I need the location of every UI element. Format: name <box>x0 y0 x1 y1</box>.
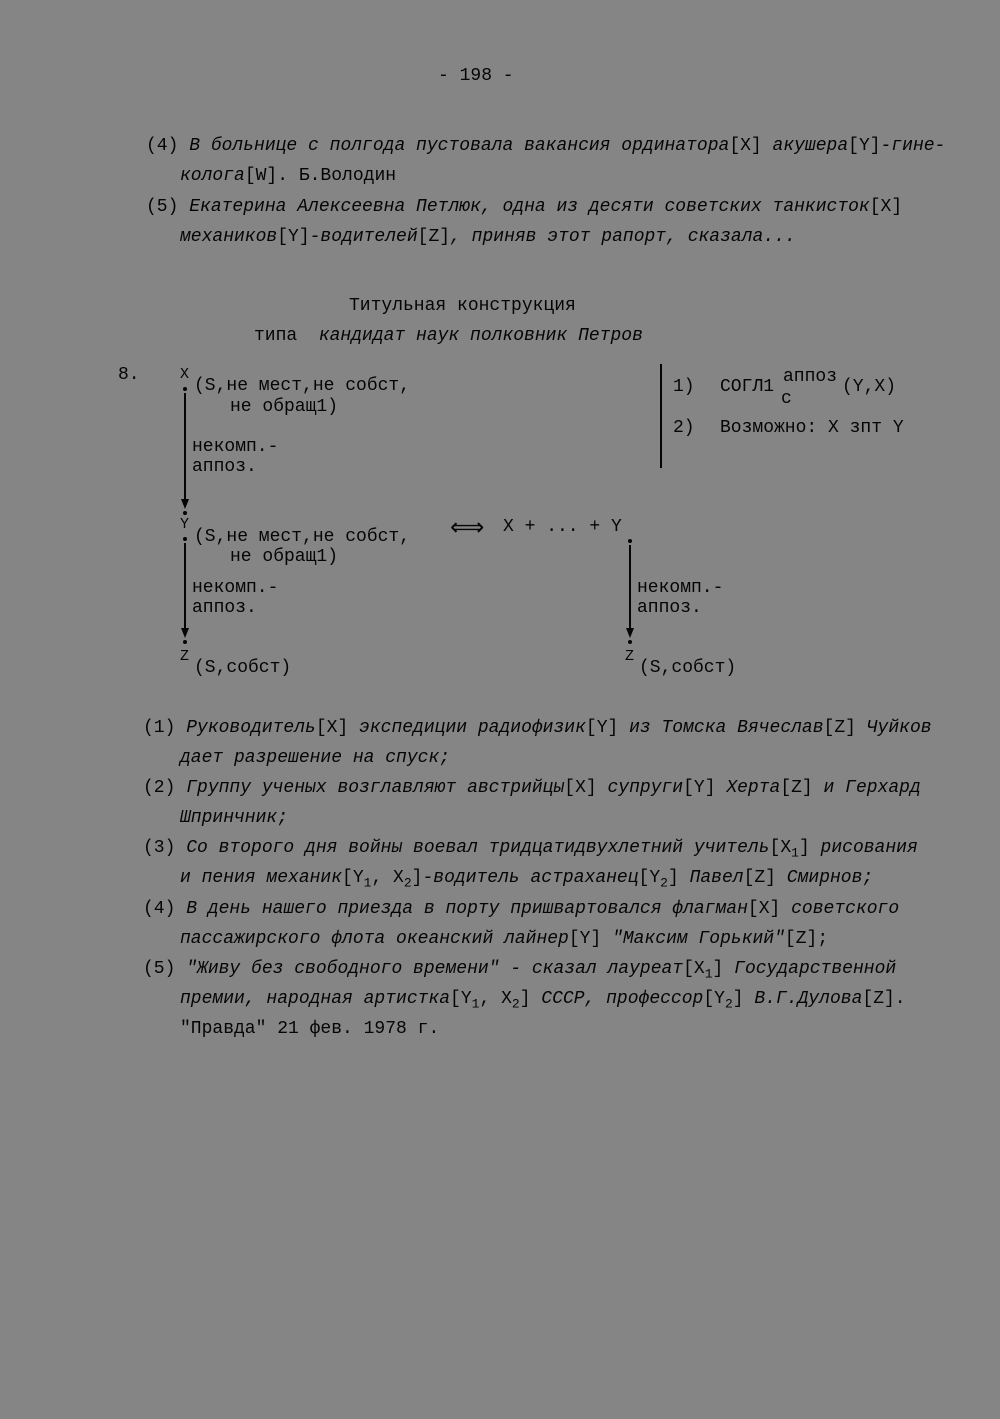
tag: ] <box>667 868 679 888</box>
author: Б.Володин <box>288 166 397 186</box>
example-text: и Герхард <box>812 778 921 798</box>
example-1 <box>143 713 932 743</box>
tag-subscript: 2 <box>660 875 668 891</box>
example-number: (4) <box>143 899 176 919</box>
node-z-label: Z <box>180 648 190 665</box>
condition-2-number: 2) <box>673 418 695 438</box>
example-text: и пения механик <box>180 868 343 888</box>
tag-subscript: 2 <box>511 996 520 1012</box>
example-text: Чуйков <box>855 718 932 738</box>
example-text: Смирнов; <box>775 868 874 888</box>
diagram-number: 8. <box>118 365 140 385</box>
example-text: В день нашего приезда в порту пришвартовался флагман <box>186 899 748 919</box>
example-text: советского <box>780 899 900 919</box>
example-text: супруги <box>596 778 684 798</box>
arrow-down-icon <box>181 499 189 509</box>
example-number: (5) <box>146 197 179 217</box>
section-subheading <box>254 326 643 346</box>
example-text: Екатерина Алексеевна Петлюк, одна из десяти советских танкисток <box>189 197 870 217</box>
tag: ] <box>732 989 744 1009</box>
double-arrow-icon: ⟺ <box>450 516 485 543</box>
edge-rhs <box>629 545 631 631</box>
node-z-features: (S,собст) <box>194 658 292 678</box>
node-x-features-2: не обращ1) <box>230 397 339 417</box>
example-text: Государственной <box>723 959 897 979</box>
tag: [Y] <box>277 227 310 247</box>
node-y-label: Y <box>180 516 190 533</box>
example-text: экспедиции радиофизик <box>348 718 586 738</box>
intro-example-5 <box>146 192 902 222</box>
tag: [X] <box>729 136 762 156</box>
tag: [Y <box>638 868 661 888</box>
tag: [X] <box>747 899 781 919</box>
tag: [Y <box>450 989 472 1009</box>
condition-2: Возможно: X зпт Y <box>720 418 904 438</box>
example-number: (2) <box>143 778 176 798</box>
edge-y-z-label-1: некомп.- <box>192 578 279 598</box>
arrow-down-icon <box>181 628 189 638</box>
example-text: колога <box>180 166 245 186</box>
tag-subscript: 2 <box>403 875 412 891</box>
example-text: -водитель астраханец <box>422 868 639 888</box>
node-y-dot <box>183 537 187 541</box>
condition-1-main: СОГЛ1 <box>720 377 775 397</box>
tag: [Z] <box>780 778 813 798</box>
node-y-features-2: не обращ1) <box>230 547 339 567</box>
tag-subscript: 1 <box>363 875 372 891</box>
tag: [Y <box>703 989 725 1009</box>
example-text: "Живу без свободного времени" - сказал лауреат <box>186 959 684 979</box>
node-x-label: X <box>180 366 190 383</box>
example-number: (1) <box>143 718 176 738</box>
arrow-down-icon <box>626 628 634 638</box>
tag: , X <box>371 868 404 888</box>
tag: [Z] <box>743 868 776 888</box>
tag-subscript: 1 <box>704 966 713 982</box>
tag: [X] <box>564 778 597 798</box>
node-z-dot-top <box>183 640 187 644</box>
intro-example-4-line2 <box>180 161 396 191</box>
condition-1-args: (Y,X) <box>842 377 897 397</box>
tag-subscript: 2 <box>724 996 733 1012</box>
tag: ] <box>712 959 724 979</box>
tag: , X <box>479 989 512 1009</box>
tag: ] <box>798 838 810 858</box>
intro-example-4 <box>146 131 945 161</box>
tag: [Z] <box>417 227 451 247</box>
rhs-z-label: Z <box>625 648 635 665</box>
example-1-line2: дает разрешение на спуск; <box>180 748 451 768</box>
condition-1-superscript: аппоз <box>783 367 838 387</box>
example-text: пассажирского флота океанский лайнер <box>180 929 569 949</box>
tag-subscript: 1 <box>471 996 480 1012</box>
tag: [X] <box>315 718 349 738</box>
example-text: рисования <box>809 838 918 858</box>
example-text: премии, народная артистка <box>180 989 451 1009</box>
rhs-z-features: (S,собст) <box>639 658 737 678</box>
tag: ] <box>411 868 423 888</box>
example-text: "Максим Горький" <box>601 929 785 949</box>
example-text: -водителей <box>309 227 418 247</box>
rhs-z-dot-top <box>628 640 632 644</box>
tag: [Y <box>342 868 364 888</box>
section-heading: Титульная конструкция <box>349 296 576 316</box>
tag: [X <box>683 959 705 979</box>
tag: [Y] <box>568 929 602 949</box>
example-text: В.Г.Дулова <box>743 989 863 1009</box>
example-number: (3) <box>143 838 176 858</box>
tag: [Z]. <box>862 989 906 1009</box>
example-number: (4) <box>146 136 179 156</box>
example-text: -гине- <box>880 136 946 156</box>
tag: [Z] <box>823 718 856 738</box>
rhs-y-dot <box>628 539 632 543</box>
tag: [Y] <box>848 136 881 156</box>
example-text: Херта <box>715 778 781 798</box>
example-5-source: "Правда" 21 фев. 1978 г. <box>180 1019 440 1039</box>
example-4-line2 <box>180 924 828 954</box>
page-number: - 198 - <box>438 66 514 86</box>
example-text: , приняв этот рапорт, сказала... <box>450 227 796 247</box>
edge-x-y-label-1: некомп.- <box>192 437 279 457</box>
example-number: (5) <box>143 959 176 979</box>
edge-rhs-label-1: некомп.- <box>637 578 724 598</box>
tag: [Y] <box>585 718 619 738</box>
edge-x-y <box>184 393 186 501</box>
intro-example-5-line2 <box>180 222 796 252</box>
example-text: акушера <box>761 136 849 156</box>
condition-1-subscript: с <box>781 389 792 409</box>
example-2-line2: Шпринчник; <box>180 808 289 828</box>
subheading-prefix: типа <box>254 326 298 346</box>
node-y-dot-top <box>183 511 187 515</box>
example-text: Группу ученых возглавляют австрийцы <box>186 778 565 798</box>
example-2 <box>143 773 921 803</box>
example-text: Руководитель <box>186 718 316 738</box>
node-x-features-1: (S,не мест,не собст, <box>194 376 411 396</box>
tag-subscript: 1 <box>791 845 799 861</box>
tag: [X] <box>869 197 903 217</box>
tag: ] <box>519 989 531 1009</box>
node-y-features-1: (S,не мест,не собст, <box>194 527 411 547</box>
tag: [W]. <box>244 166 289 186</box>
example-text: из Томска Вячеслав <box>618 718 824 738</box>
tag: [Z]; <box>784 929 829 949</box>
subheading-example: кандидат наук полковник Петров <box>318 326 643 346</box>
example-text: Со второго дня войны воевал тридцатидвухлетний учитель <box>186 838 770 858</box>
node-x-dot <box>183 387 187 391</box>
edge-rhs-label-2: аппоз. <box>637 598 702 618</box>
edge-y-z-label-2: аппоз. <box>192 598 257 618</box>
tag: [Y] <box>683 778 716 798</box>
condition-1 <box>720 377 774 397</box>
example-text: Павел <box>678 868 744 888</box>
edge-y-z <box>184 543 186 631</box>
tag: [X <box>769 838 792 858</box>
condition-1-number: 1) <box>673 377 695 397</box>
example-text: СССР, профессор <box>530 989 704 1009</box>
conditions-divider <box>660 364 662 468</box>
rhs-expression: X + ... + Y <box>503 517 622 537</box>
edge-x-y-label-2: аппоз. <box>192 457 257 477</box>
example-text: механиков <box>180 227 278 247</box>
example-text: В больнице с полгода пустовала вакансия ординатора <box>189 136 730 156</box>
example-4 <box>143 894 899 924</box>
